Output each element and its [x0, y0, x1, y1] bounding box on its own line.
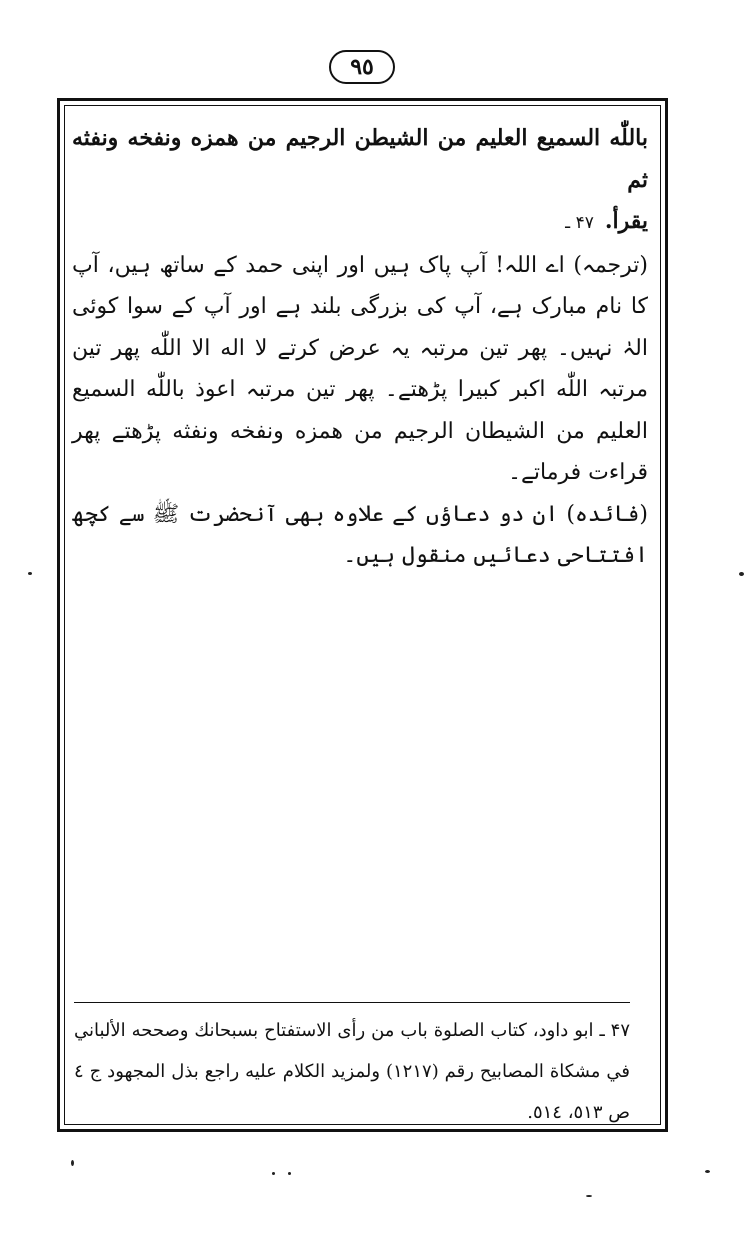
scan-speck — [739, 572, 744, 576]
footnote-reference: ۴۷ ـ — [565, 213, 594, 233]
body-text — [72, 118, 648, 577]
scan-speck — [586, 1195, 592, 1197]
scan-speck — [272, 1172, 275, 1175]
footnote — [74, 1010, 630, 1133]
page-number: ٩٥ — [329, 50, 395, 84]
arabic-supplication-ending — [72, 201, 648, 245]
scan-speck — [705, 1170, 710, 1173]
benefit-paragraph: (فائدہ) ان دو دعاؤں کے علاوہ بھی آنحضرت ﷺ سے کچھ افتتاحی دعائیں منقول ہیں۔ — [72, 501, 648, 568]
scan-speck — [28, 572, 32, 575]
scan-speck — [71, 1160, 74, 1166]
arabic-supplication-line: باللّٰه السميع العليم من الشيطن الرجيم من همزه ونفخه ونفثه ثم — [72, 125, 648, 193]
translation-paragraph: (ترجمہ) اے اللہ! آپ پاک ہیں اور اپنی حمد کے ساتھ ہیں، آپ کا نام مبارک ہے، آپ کی بزرگی بلند ہے اور آپ کے سوا کوئی الہٰ نہیں۔ پھر تین مرتبہ یہ عرض کرتے لا اله الا اللّٰه پھر تین مرتبہ اللّٰه اکبر کبیرا پڑھتے۔ پھر تین مرتبہ اعوذ باللّٰه السميع العليم من الشيطان الرجيم من همزه ونفخه ونفثه پڑھتے پھر قراءت فرماتے۔ — [72, 252, 648, 485]
footnote-number: ۴۷ ـ — [599, 1020, 630, 1041]
arabic-word-yaqra: يقرأ. — [604, 208, 648, 234]
footnote-divider — [74, 1002, 630, 1003]
footnote-citation: ابو داود، كتاب الصلوة باب من رأى الاستفتاح بسبحانك وصححه الألباني في مشكاة المصابيح رقم (١٢١٧) ولمزيد الكلام عليه راجع بذل المجهود ج ٤ ص ٥١٣، ٥١٤. — [74, 1020, 630, 1123]
footnote-text — [74, 1010, 630, 1133]
scan-speck — [288, 1172, 291, 1175]
